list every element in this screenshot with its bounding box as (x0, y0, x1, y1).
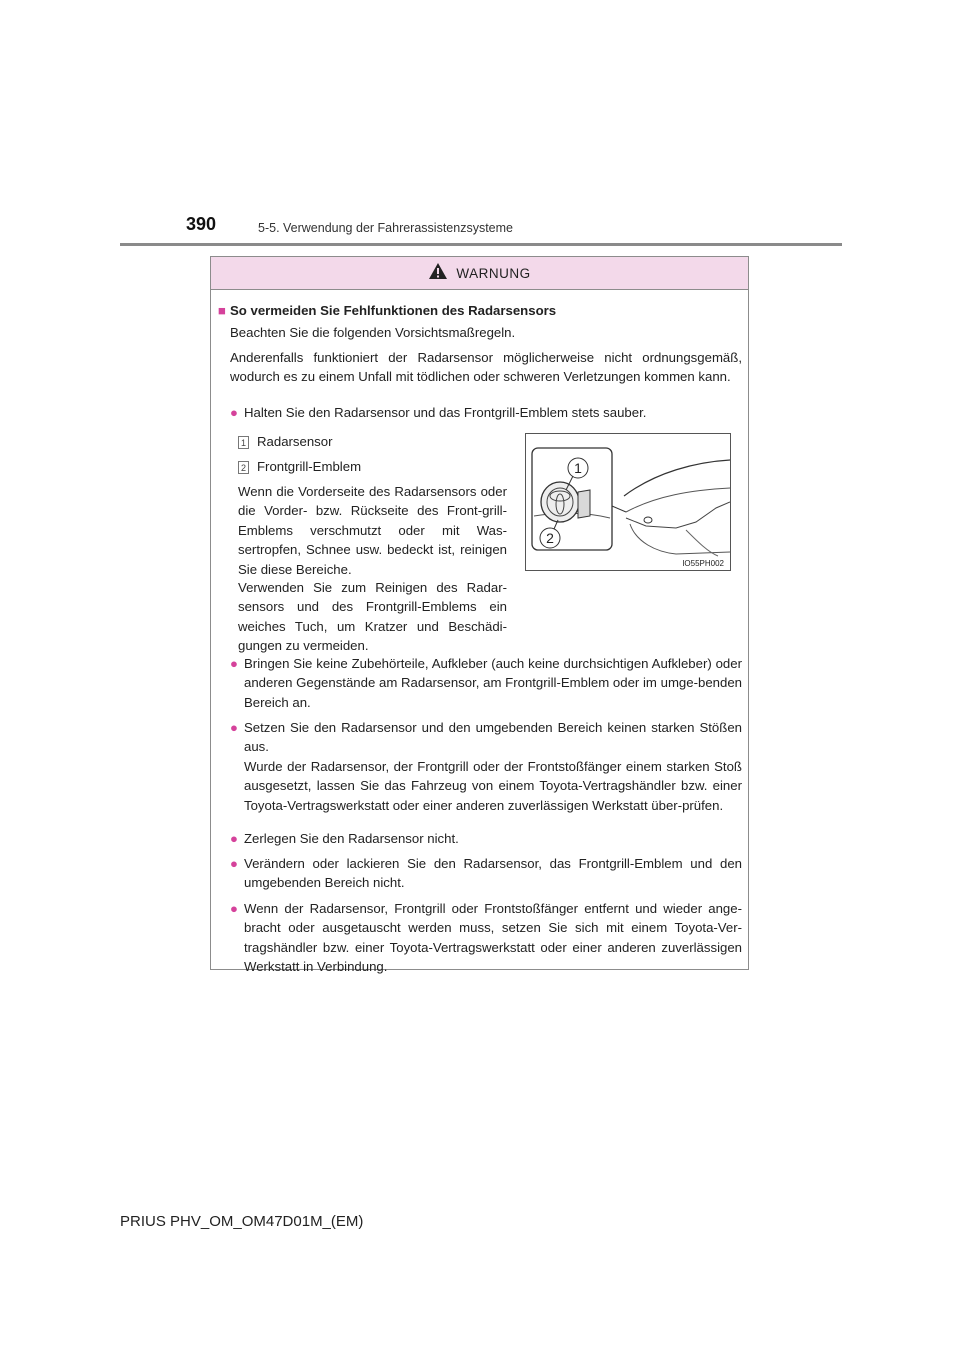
callout-1-label: 1 (574, 460, 582, 476)
warning-box (210, 256, 749, 975)
bullet-dot-icon: ● (230, 901, 238, 916)
bullet-item: ● Setzen Sie den Radarsensor und den umgebenden Bereich keinen starken Stößen aus. Wurde der Radarsensor, der Frontgrill oder der Frontstoßfänger einem starken Stoß ausgesetzt, lassen Sie das Fahrzeug von einem Toyota-Vertragshändler bzw. einer Toyota-Vertragswerkstatt oder einer anderen zuverlässigen Werkstatt über-prüfen. (230, 720, 742, 813)
radar-sensor-illustration (525, 433, 731, 571)
legend-item-radar-sensor: 1 Radarsensor (238, 432, 333, 451)
bullet-dot-icon: ● (230, 856, 238, 871)
warning-triangle-icon (428, 262, 448, 285)
bullet-dot-icon: ● (230, 720, 238, 735)
bullet-item: ● Verändern oder lackieren Sie den Radarsensor, das Frontgrill-Emblem und den umgebenden Bereich nicht. (230, 856, 742, 891)
cleaning-instruction: Wenn die Vorderseite des Radarsensors oder die Vorder- bzw. Rückseite des Front-grill-Emblems verschmutzt oder mit Was-sertropfen, Schnee usw. bedeckt ist, reinigen Sie diese Bereiche. (238, 484, 507, 577)
bullet-item: ● Bringen Sie keine Zubehörteile, Aufkleber (auch keine durchsichtigen Aufkleber) oder anderen Gegenstände am Radarsensor, am Frontgrill-Emblem oder im umge-benden Bereich an. (230, 656, 742, 710)
bullet-dot-icon: ● (230, 656, 238, 671)
legend-item-grill-emblem: 2 Frontgrill-Emblem (238, 457, 361, 476)
bullet-dot-icon: ● (230, 405, 238, 420)
header-divider (120, 243, 842, 246)
document-id: PRIUS PHV_OM_OM47D01M_(EM) (120, 1213, 364, 1230)
bullet-dot-icon: ● (230, 831, 238, 846)
warning-title: WARNUNG (456, 265, 531, 281)
section-title: 5-5. Verwendung der Fahrerassistenzsysteme (258, 221, 513, 235)
callout-number: 2 (238, 461, 249, 474)
warning-subheading: ■ So vermeiden Sie Fehlfunktionen des Radarsensors (218, 303, 557, 318)
bullet-item: ● Zerlegen Sie den Radarsensor nicht. (230, 829, 742, 848)
warning-header (211, 257, 748, 290)
page-number: 390 (186, 214, 217, 234)
intro-text: Beachten Sie die folgenden Vorsichtsmaßregeln. (230, 325, 516, 340)
bullet-item: ● Halten Sie den Radarsensor und das Frontgrill-Emblem stets sauber. (230, 403, 742, 422)
callout-number: 1 (238, 436, 249, 449)
square-bullet-icon: ■ (218, 303, 226, 318)
figure-code: IO55PH002 (682, 559, 724, 568)
consequence-text: Anderenfalls funktioniert der Radarsensor möglicherweise nicht ordnungsgemäß, wodurch es zu einem Unfall mit tödlichen oder schweren Verletzungen kommen kann. (230, 350, 742, 385)
cleaning-method: Verwenden Sie zum Reinigen des Radar-sensors und des Frontgrill-Emblems ein weiches Tuch, um Kratzer und Beschädi-gungen zu vermeiden. (238, 580, 507, 654)
callout-2-label: 2 (546, 530, 554, 546)
bullet-item: ● Wenn der Radarsensor, Frontgrill oder Frontstoßfänger entfernt und wieder ange-bracht oder ausgetauscht werden muss, setzen Sie sich mit einem Toyota-Ver-tragshändler bzw. einer Toyota-Vertragswerkstatt oder einer anderen zuverlässigen Werkstatt in Verbindung. (230, 901, 742, 975)
